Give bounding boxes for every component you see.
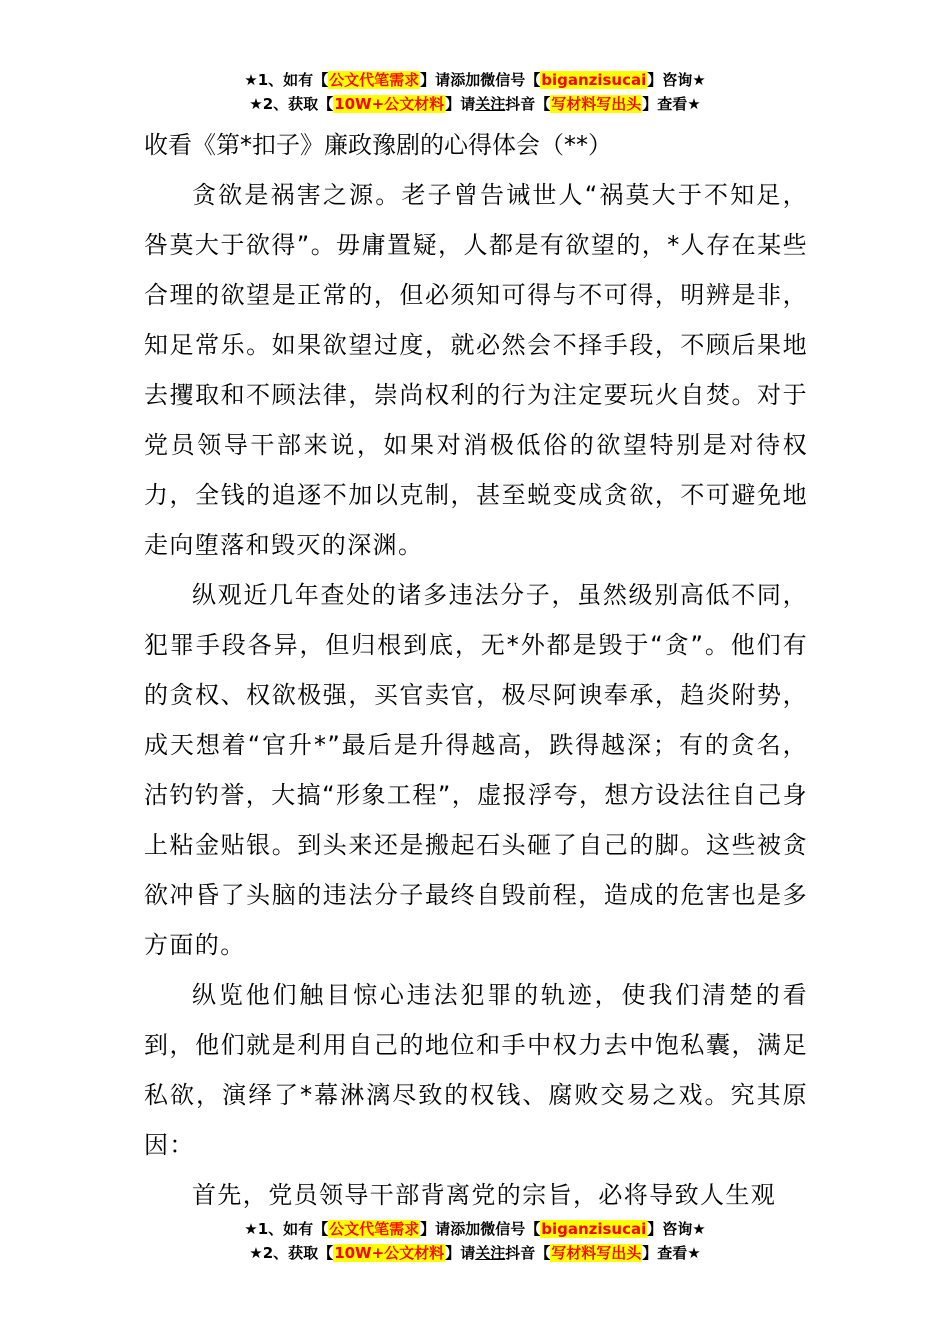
banner-text: 】查看★: [642, 95, 701, 113]
highlight-materials: 10W+公文材料: [334, 95, 445, 113]
banner-text: 微信号【: [480, 1220, 541, 1238]
banner-emphasis: 添加: [450, 71, 481, 89]
paragraph: 纵观近几年查处的诸多违法分子，虽然级别高低不同，犯罪手段各异，但归根到底，无*外都是毁于“贪”。他们有的贪权、权欲极强，买官卖官，极尽阿谀奉承，趋炎附势，成天想着“官升*”最后是升得越高，跌得越深；有的贪名，沽钓钓誉，大搞“形象工程”，虚报浮夸，想方设法往自己身上粘金贴银。到头来还是搬起石头砸了自己的脚。这些被贪欲冲昏了头脑的违法分子最终自毁前程，造成的危害也是多方面的。: [144, 581, 808, 959]
banner-line-2: [0, 1241, 950, 1265]
banner-text: 微信号【: [480, 71, 541, 89]
highlight-douyin-id: 写材料写出头: [551, 95, 642, 113]
highlight-service: 公文代笔需求: [329, 1220, 420, 1238]
banner-line-1: [0, 68, 950, 92]
banner-text: 】请: [420, 71, 451, 89]
banner-text: 】查看★: [642, 1244, 701, 1262]
paragraph: 贪欲是祸害之源。老子曾告诫世人“祸莫大于不知足，咎莫大于欲得”。毋庸置疑，人都是有欲望的，*人存在某些合理的欲望是正常的，但必须知可得与不可得，明辨是非，知足常乐。如果欲望过度，就必然会不择手段，不顾后果地去攫取和不顾法律，崇尚权利的行为注定要玩火自焚。对于党员领导干部来说，如果对消极低俗的欲望特别是对待权力，全钱的追逐不加以克制，甚至蜕变成贪欲，不可避免地走向堕落和毁灭的深渊。: [144, 181, 808, 559]
banner-text: ★1、如有【: [244, 71, 329, 89]
document-body: [144, 170, 808, 1220]
banner-text: ★1、如有【: [244, 1220, 329, 1238]
banner-text: 抖音【: [505, 95, 551, 113]
document-title: 收看《第*扣子》廉政豫剧的心得体会（**）: [144, 131, 612, 159]
banner-text: 】请: [445, 1244, 476, 1262]
highlight-service: 公文代笔需求: [329, 71, 420, 89]
banner-emphasis: 关注: [475, 95, 506, 113]
banner-text: 】请: [445, 95, 476, 113]
highlight-wechat-id: biganzisucai: [541, 71, 647, 89]
paragraph: 纵览他们触目惊心违法犯罪的轨迹，使我们清楚的看到，他们就是利用自己的地位和手中权力去中饱私囊，满足私欲，演绎了*幕淋漓尽致的权钱、腐败交易之戏。究其原因：: [144, 981, 808, 1159]
highlight-materials: 10W+公文材料: [334, 1244, 445, 1262]
banner-text: 】请: [420, 1220, 451, 1238]
paragraph: 首先，党员领导干部背离党的宗旨，必将导致人生观: [192, 1181, 777, 1209]
banner-text: ★2、获取【: [249, 95, 334, 113]
footer-banner: [0, 1217, 950, 1265]
banner-text: ★2、获取【: [249, 1244, 334, 1262]
banner-line-2: [0, 92, 950, 116]
banner-emphasis: 添加: [450, 1220, 481, 1238]
header-banner: [0, 68, 950, 116]
banner-text: 】咨询★: [647, 71, 706, 89]
banner-text: 抖音【: [505, 1244, 551, 1262]
banner-text: 】咨询★: [647, 1220, 706, 1238]
highlight-wechat-id: biganzisucai: [541, 1220, 647, 1238]
banner-emphasis: 关注: [475, 1244, 506, 1262]
banner-line-1: [0, 1217, 950, 1241]
highlight-douyin-id: 写材料写出头: [551, 1244, 642, 1262]
